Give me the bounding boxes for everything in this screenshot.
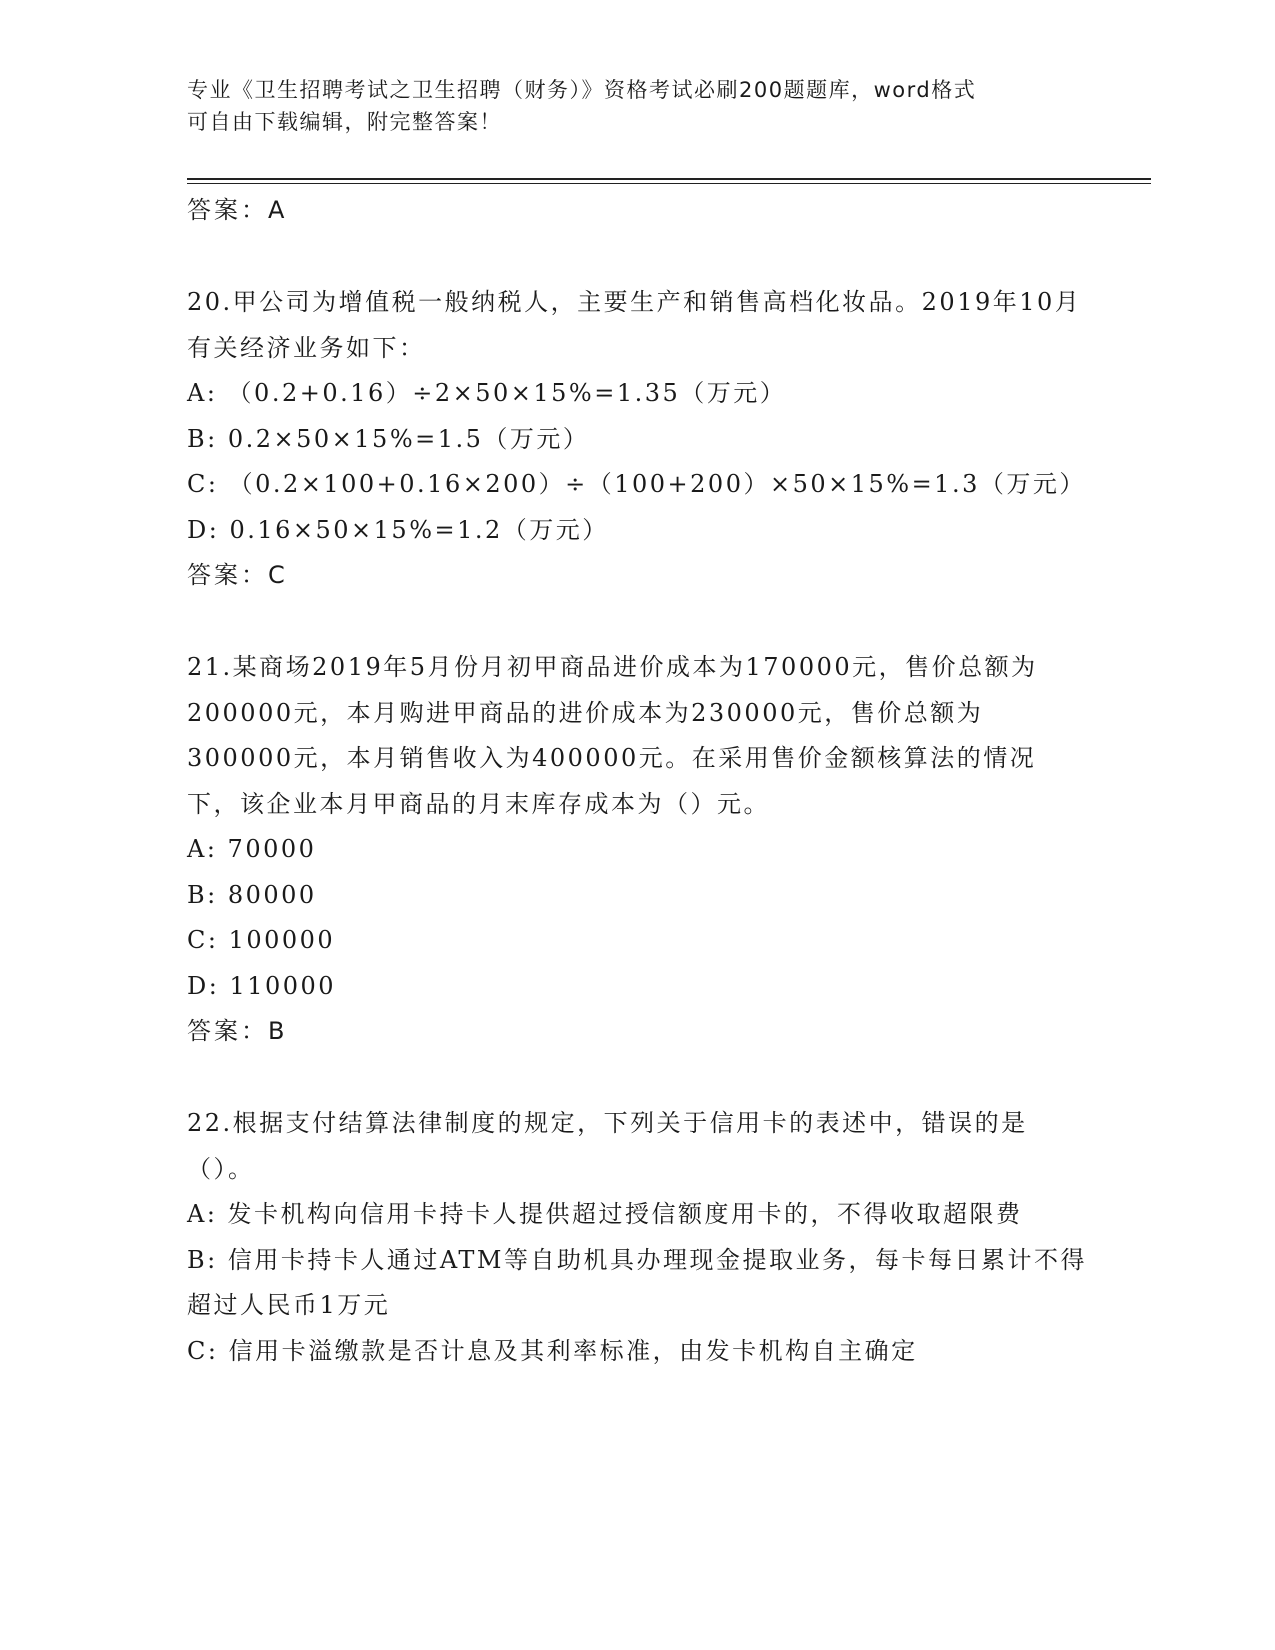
question-block [187, 280, 1087, 598]
question-text: 21.某商场2019年5月份月初甲商品进价成本为170000元，售价总额为200000元，本月购进甲商品的进价成本为230000元，售价总额为300000元，本月销售收入为400000元。在采用售价金额核算法的情况下，该企业本月甲商品的月末库存成本为（）元。 [187, 653, 1038, 818]
option-d: D: 0.16×50×15%=1.2（万元） [187, 515, 609, 544]
answer-line: 答案：B [187, 1017, 288, 1045]
document-header [187, 74, 1067, 138]
option-b: B: 80000 [187, 880, 317, 909]
question-text: 22.根据支付结算法律制度的规定，下列关于信用卡的表述中，错误的是（）。 [187, 1109, 1028, 1183]
question-block [187, 1101, 1087, 1374]
option-c: C: 100000 [187, 926, 336, 954]
option-c: C: （0.2×100+0.16×200）÷（100+200）×50×15%=1.3（万元） [187, 470, 1086, 498]
question-block [187, 645, 1087, 1054]
question-content [187, 188, 1087, 1374]
header-line-1: 专业《卫生招聘考试之卫生招聘（财务）》资格考试必刷200题题库，word格式 [187, 78, 977, 102]
option-a: A: （0.2+0.16）÷2×50×15%=1.35（万元） [187, 379, 787, 407]
header-divider-thin [187, 183, 1151, 184]
option-b: B: 信用卡持卡人通过ATM等自助机具办理现金提取业务，每卡每日累计不得超过人民币1万元 [187, 1245, 1087, 1319]
option-c: C: 信用卡溢缴款是否计息及其利率标准，由发卡机构自主确定 [187, 1336, 918, 1365]
answer-line: 答案：C [187, 561, 288, 589]
option-b: B: 0.2×50×15%=1.5（万元） [187, 424, 590, 453]
option-d: D: 110000 [187, 971, 337, 1000]
option-a: A: 发卡机构向信用卡持卡人提供超过授信额度用卡的，不得收取超限费 [187, 1200, 1023, 1228]
header-divider-thick [187, 178, 1151, 180]
question-text: 20.甲公司为增值税一般纳税人，主要生产和销售高档化妆品。2019年10月有关经济业务如下： [187, 288, 1082, 362]
option-a: A: 70000 [187, 835, 317, 863]
header-line-2: 可自由下载编辑，附完整答案！ [187, 110, 502, 134]
answer-line: 答案：A [187, 196, 288, 224]
